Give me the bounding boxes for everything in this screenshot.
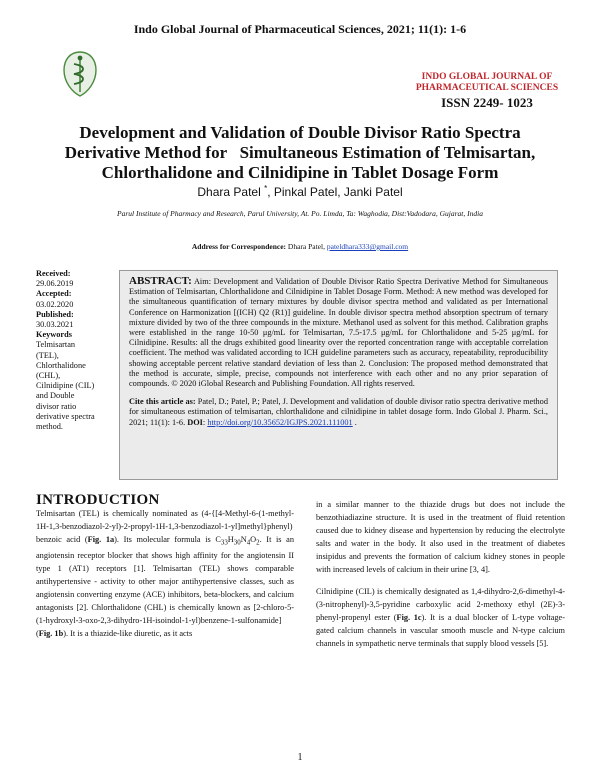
article-title [40, 123, 560, 183]
intro-text: ). Its molecular formula is C [114, 534, 221, 544]
keyword-line: Chlorthalidone [36, 360, 86, 370]
abstract-text [129, 276, 548, 389]
doi-link[interactable]: http://doi.org/10.35652/IGJPS.2021.111001 [207, 417, 353, 427]
keyword-line: method. [36, 422, 63, 432]
doi-end: . [352, 417, 357, 427]
authors [0, 184, 600, 199]
formula-atom: O [250, 534, 257, 544]
cite-label: Cite this article as: [129, 397, 196, 407]
article-dates-sidebar [36, 269, 112, 432]
subscript: 33 [220, 539, 228, 547]
figure-ref[interactable]: Fig. 1c [396, 613, 422, 623]
figure-ref[interactable]: Fig. 1a [87, 534, 115, 544]
keywords-label: Keywords [36, 330, 72, 340]
intro-paragraph-3 [316, 586, 565, 651]
keyword-line: and Double [36, 391, 75, 401]
title-line-3: Chlorthalidone and Cilnidipine in Tablet Dosage Form [101, 163, 499, 182]
keyword-line: (TEL), [36, 350, 59, 360]
page-number: 1 [297, 752, 303, 763]
cite-text: Patel, D.; Patel, P.; Patel, J. Development and validation of double divisor ratio spectra derivative method for simultaneous estimation of telmisartan, chlorthalidone and cilnidipine in tablet dosage form. Indo Global J. Pharm. Sci., 2021; 11(1): 1-6. [129, 397, 548, 427]
intro-paragraph-1 [36, 508, 294, 641]
corresponding-mark: * [264, 184, 268, 193]
title-line-2: Derivative Method for Simultaneous Estimation of Telmisartan, [64, 143, 536, 162]
abstract-heading: ABSTRACT: [129, 275, 192, 287]
subscript: 4 [246, 539, 251, 547]
received-label: Received: [36, 269, 71, 278]
subscript: 30 [233, 539, 241, 547]
author-1: Dhara Patel [197, 185, 261, 199]
doi-separator: : [202, 417, 208, 427]
keyword-line: divisor ratio [36, 401, 77, 411]
intro-text: Telmisartan (TEL) is chemically nominated as (4-{[4-Methyl-6-(1-methyl-1H-1,3-benzodiazol-2-yl)-2-propyl-1H-1,3-benzodiazol-1-yl]methyl}phenyl) benzoic acid ( [36, 509, 294, 544]
intro-text: . It is an angiotensin receptor blocker that shows high affinity for the angiotensin II type 1 (AT1) receptors [1]. Telmisartan (TEL) shows comparable antihypertensive - activity to other major antihypertensive classes, such as angiotensin converting enzyme (ACE) inhibitors, beta-blockers, and calcium antagonists [2]. Chlorthalidone (CHL) is chemically known as [2-chloro-5-(1-hydroxyl-3-oxo-2,3-dihydro-1H-isoindol-1-yl)benzene-1-sulfonamide] ( [36, 534, 294, 638]
intro-text: ). It is a dual blocker of L-type voltage-gated calcium channels in vascular smooth muscle and N-type calcium channels in sympathetic nerve terminals that supply blood vessels [5]. [316, 613, 565, 649]
other-authors: , Pinkal Patel, Janki Patel [267, 185, 403, 199]
abstract-body: Aim: Development and Validation of Double Divisor Ratio Spectra Derivative Method for Simultaneous Estimation of Telmisartan, Chlorthalidone and Cilnidipine in Tablet Dosage Form. Method: A new method was developed for the simultaneous quantification of ternary mixtures by double divisor spectra method and validated as per International Conference on Harmonization [(ICH) Q2 (R1)] guideline. In double divisor spectra method absorption spectrum of ternary mixture divided by two of the three compounds in the mixture. Methanol used as solvent for this method. Calibration graphs were established in the range 10-50 μg/mL for Telmisartan, 7.5-17.5 μg/mL for Chlorthalidone and 5-25 μg/mL for Cilnidipine. Results: all the drugs exhibited good linearity over the reported concentration range with acceptable correlation coefficient. The method was validated according to ICH guideline parameters such as accuracy, repeatability, reproducibility showing acceptable percent relative standard deviation of less than 2. Conclusion: The proposed method demonstrated that the method is accurate, simple, precise, compounds not interference with each other and no any prior separation of compounds. © 2020 iGlobal Research and Publishing Foundation. All rights reserved. [129, 277, 548, 389]
subscript: 2 [256, 539, 260, 547]
keyword-line: Telmisartan [36, 340, 76, 350]
journal-id-box [412, 72, 562, 111]
journal-name-line2: PHARMACEUTICAL SCIENCES [415, 83, 559, 93]
intro-text: Cilnidipine (CIL) is chemically designated as 1,4-dihydro-2,6-dimethyl-4-(3-nitrophenyl)-3,5-pyridine carboxylic acid 2-methoxy ethyl (2E)-3-phenyl-propenyl ester ( [316, 587, 565, 623]
journal-logo [60, 48, 100, 100]
accepted-date: 03.02.2020 [36, 299, 74, 309]
abstract-box [119, 270, 558, 480]
journal-header: Indo Global Journal of Pharmaceutical Sciences, 2021; 11(1): 1-6 [133, 22, 467, 36]
citation [129, 397, 548, 428]
keyword-line: (CHL), [36, 371, 61, 381]
issn: ISSN 2249- 1023 [441, 95, 533, 110]
keyword-line: Cilnidipine (CIL) [36, 381, 95, 391]
accepted-label: Accepted: [36, 289, 72, 299]
correspondence [0, 242, 600, 251]
correspondence-label: Address for Correspondence: [191, 242, 287, 251]
journal-name-line1: INDO GLOBAL JOURNAL OF [421, 72, 553, 82]
title-line-1: Development and Validation of Double Divisor Ratio Spectra [79, 123, 521, 142]
intro-paragraph-2: in a similar manner to the thiazide drugs but does not include the benzothiadiazine structure. It is used in the treatment of fluid retention caused due to kidney disease and hypertension by reducing the electrolyte salts and water in the body. It also used in the treatment of diabetes insipidus and prevents the formation of calcium kidney stones in people with increased levels of calcium in their urine [3, 4]. [316, 500, 565, 574]
figure-ref[interactable]: Fig. 1b [38, 628, 64, 638]
doi-label: DOI [187, 417, 203, 427]
intro-right-column [316, 499, 565, 651]
received-date: 29.06.2019 [36, 279, 74, 289]
formula-atom: H [227, 534, 234, 544]
intro-left-column [36, 508, 294, 641]
correspondence-email-link[interactable]: pateldhara333@gmail.com [326, 242, 409, 251]
published-label: Published: [36, 309, 74, 319]
keyword-line: derivative spectra [36, 411, 95, 421]
affiliation: Parul Institute of Pharmacy and Research, Parul University, At. Po. Limda, Ta: Waghodia, Dist:Vadodara, Gujarat, India [117, 209, 483, 218]
formula-atom: N [240, 534, 247, 544]
published-date: 30.03.2021 [36, 320, 74, 330]
introduction-heading: INTRODUCTION [36, 492, 160, 508]
intro-text: ). It is a thiazide-like diuretic, as it acts [63, 628, 193, 638]
correspondence-name: Dhara Patel, [286, 242, 327, 251]
